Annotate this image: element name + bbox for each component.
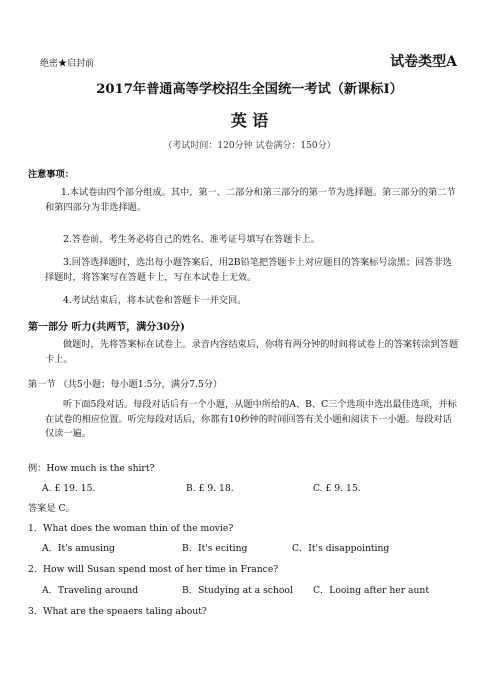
example-answer: 答案是 C。 (28, 503, 75, 514)
exam-title: 2017年普通高等学校招生全国统一考试（新课标I） (96, 82, 403, 97)
example-option-b: B. £ 9. 18. (186, 483, 234, 494)
part1-intro: 做题时，先将答案标在试卷上。录音内容结束后，你将有两分钟的时间将试卷上的答案转涂到答题卡上。 (45, 339, 459, 365)
note-3: 3.回答选择题时，选出每小题答案后，用2B铅笔把答题卡上对应题目的答案标号涂黑；回答非选择题时，将答案写在答题卡上，写在本试卷上无效。 (45, 257, 452, 283)
notes-heading: 注意事项： (28, 169, 74, 180)
note-1: 1.本试卷由四个部分组成。其中，第一、二部分和第三部分的第一节为选择题。第三部分的第二节和第四部分为非选择题。 (45, 187, 456, 213)
example-option-c: C. £ 9. 15. (313, 483, 361, 494)
paper-type: 试卷类型A (390, 54, 457, 70)
question-2-option-c: C．Looing after her aunt (313, 585, 430, 596)
secret-mark: 绝密★启封前 (40, 59, 95, 69)
exam-info: （考试时间：120分钟 试卷满分：150分） (163, 141, 336, 151)
section1-instructions: 听下面5段对话。每段对话后有一个小题，从题中所给的A、B、C三个选项中选出最佳选项，并标在试卷的相应位置。听完每段对话后，你都有10秒钟的时间回答有关小题和阅读下一小题。每段对话仅读一遍。 (45, 399, 457, 439)
question-2-option-a: A．Traveling around (42, 585, 139, 596)
question-2-stem: 2．How will Susan spend most of her time in France? (28, 564, 279, 575)
question-1-option-a: A．It's amusing (42, 543, 115, 554)
example-question: 例：How much is the shirt? (28, 463, 155, 474)
question-2-option-b: B．Studying at a school (182, 585, 293, 596)
note-4: 4.考试结束后，将本试卷和答题卡一并交回。 (63, 295, 247, 306)
question-1-option-b: B．It's eciting (182, 543, 248, 554)
question-1-stem: 1．What does the woman thin of the movie? (28, 523, 234, 534)
note-2: 2.答卷前，考生务必将自己的姓名、准考证号填写在答题卡上。 (63, 234, 320, 245)
question-3-stem: 3．What are the speaers taling about? (28, 606, 207, 617)
subject-title: 英 语 (230, 111, 269, 130)
question-1-option-c: C．It's disappointing (292, 543, 390, 554)
section1-heading: 第一节 （共5小题；每小题1.5分，满分7.5分） (28, 379, 223, 390)
part1-heading: 第一部分 听力(共两节，满分30分) (28, 322, 185, 333)
example-option-a: A. £ 19. 15. (42, 483, 96, 494)
